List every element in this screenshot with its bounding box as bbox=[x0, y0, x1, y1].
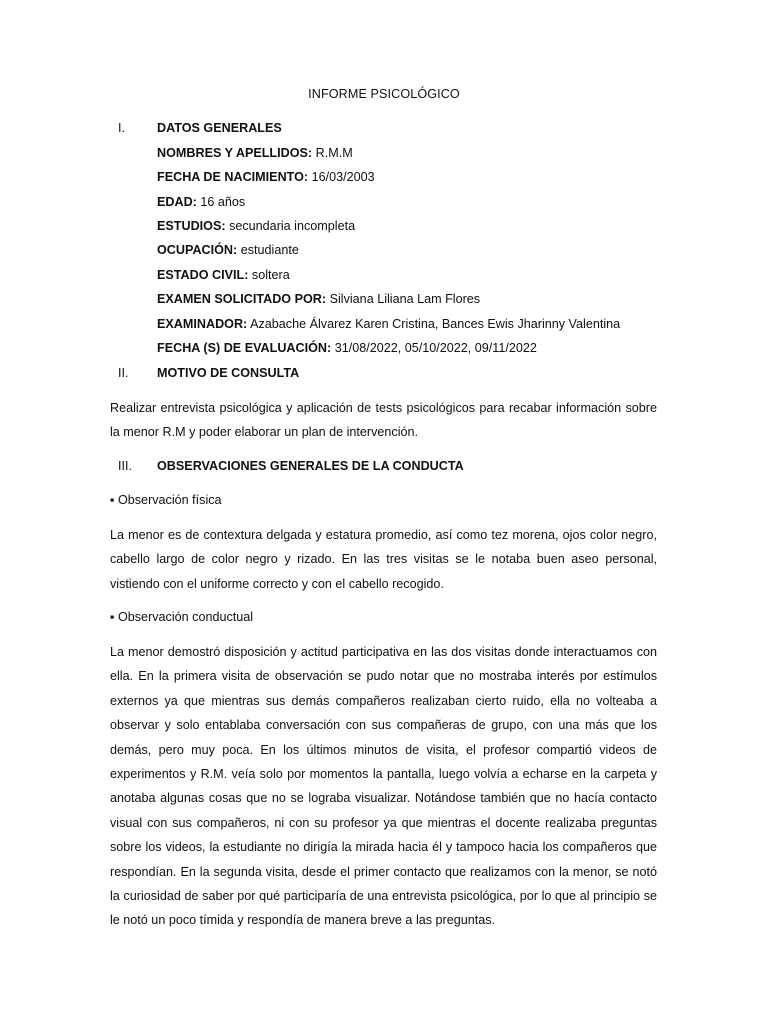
field-edad bbox=[157, 193, 245, 211]
section-motivo-consulta-header bbox=[0, 364, 768, 382]
field-value: estudiante bbox=[237, 243, 299, 257]
field-estudios bbox=[157, 217, 355, 235]
field-label: NOMBRES Y APELLIDOS: bbox=[157, 146, 313, 160]
field-label: EXAMINADOR: bbox=[157, 317, 248, 331]
section-numeral: II. bbox=[118, 366, 129, 380]
section-numeral: I. bbox=[118, 121, 125, 135]
subheading-observacion-fisica: ▪ Observación física bbox=[110, 493, 222, 507]
field-value: R.M.M bbox=[312, 146, 353, 160]
field-label: FECHA DE NACIMIENTO: bbox=[157, 170, 309, 184]
field-label: ESTUDIOS: bbox=[157, 219, 226, 233]
section-heading: MOTIVO DE CONSULTA bbox=[157, 366, 300, 380]
field-value: soltera bbox=[248, 268, 290, 282]
field-nombres bbox=[157, 144, 353, 162]
paragraph-observacion-fisica: La menor es de contextura delgada y estatura promedio, así como tez morena, ojos color negro, cabello largo de color negro y rizado. En las tres visitas se le notaba buen aseo personal, vistiendo con el uniforme correcto y con el cabello recogido. bbox=[110, 528, 657, 591]
field-label: OCUPACIÓN: bbox=[157, 243, 238, 257]
field-value: Azabache Álvarez Karen Cristina, Bances Ewis Jharinny Valentina bbox=[247, 317, 621, 331]
field-label: FECHA (S) DE EVALUACIÓN: bbox=[157, 341, 332, 355]
section-numeral: III. bbox=[118, 459, 132, 473]
paragraph-motivo: Realizar entrevista psicológica y aplicación de tests psicológicos para recabar información sobre la menor R.M y poder elaborar un plan de intervención. bbox=[110, 401, 657, 440]
field-ocupacion bbox=[157, 241, 299, 259]
field-fecha-evaluacion bbox=[157, 339, 537, 357]
field-label: ESTADO CIVIL: bbox=[157, 268, 249, 282]
field-value: 16/03/2003 bbox=[308, 170, 375, 184]
field-label: EXAMEN SOLICITADO POR: bbox=[157, 292, 327, 306]
document-title: INFORME PSICOLÓGICO bbox=[308, 87, 460, 101]
subheading-observacion-conductual: ▪ Observación conductual bbox=[110, 610, 254, 624]
field-value: 16 años bbox=[196, 195, 246, 209]
section-heading: DATOS GENERALES bbox=[157, 121, 282, 135]
section-datos-generales-header bbox=[0, 119, 768, 137]
field-examinador bbox=[157, 315, 620, 333]
field-value: secundaria incompleta bbox=[225, 219, 356, 233]
field-value: Silviana Liliana Lam Flores bbox=[326, 292, 481, 306]
section-observaciones-header bbox=[0, 457, 768, 475]
field-estado-civil bbox=[157, 266, 290, 284]
field-value: 31/08/2022, 05/10/2022, 09/11/2022 bbox=[331, 341, 537, 355]
field-fecha-nacimiento bbox=[157, 168, 375, 186]
section-heading: OBSERVACIONES GENERALES DE LA CONDUCTA bbox=[157, 459, 464, 473]
field-examen-solicitado bbox=[157, 290, 480, 308]
paragraph-observacion-conductual: La menor demostró disposición y actitud participativa en las dos visitas donde interactuamos con ella. En la primera visita de observación se pudo notar que no mostraba interés por estímulos externos ya que mientras sus demás compañeros realizaban cierto ruido, ella no volteaba a observar y solo entablaba conversación con sus compañeras de grupo, con una más que los demás, pero muy poca. En los últimos minutos de visita, el profesor compartió videos de experimentos y R.M. veía solo por momentos la pantalla, luego volvía a echarse en la carpeta y anotaba algunas cosas que no se lograba visualizar. Notándose también que no hacía contacto visual con sus compañeros, ni con su profesor ya que mientras el docente realizaba preguntas sobre los videos, la estudiante no dirigía la mirada hacia él y tampoco hacia los compañeros que respondían. En la segunda visita, desde el primer contacto que realizamos con la menor, se notó la curiosidad de saber por qué participaría de una entrevista psicológica, por lo que al principio se le notó un poco tímida y respondía de manera breve a las preguntas. bbox=[110, 645, 657, 928]
field-label: EDAD: bbox=[157, 195, 197, 209]
